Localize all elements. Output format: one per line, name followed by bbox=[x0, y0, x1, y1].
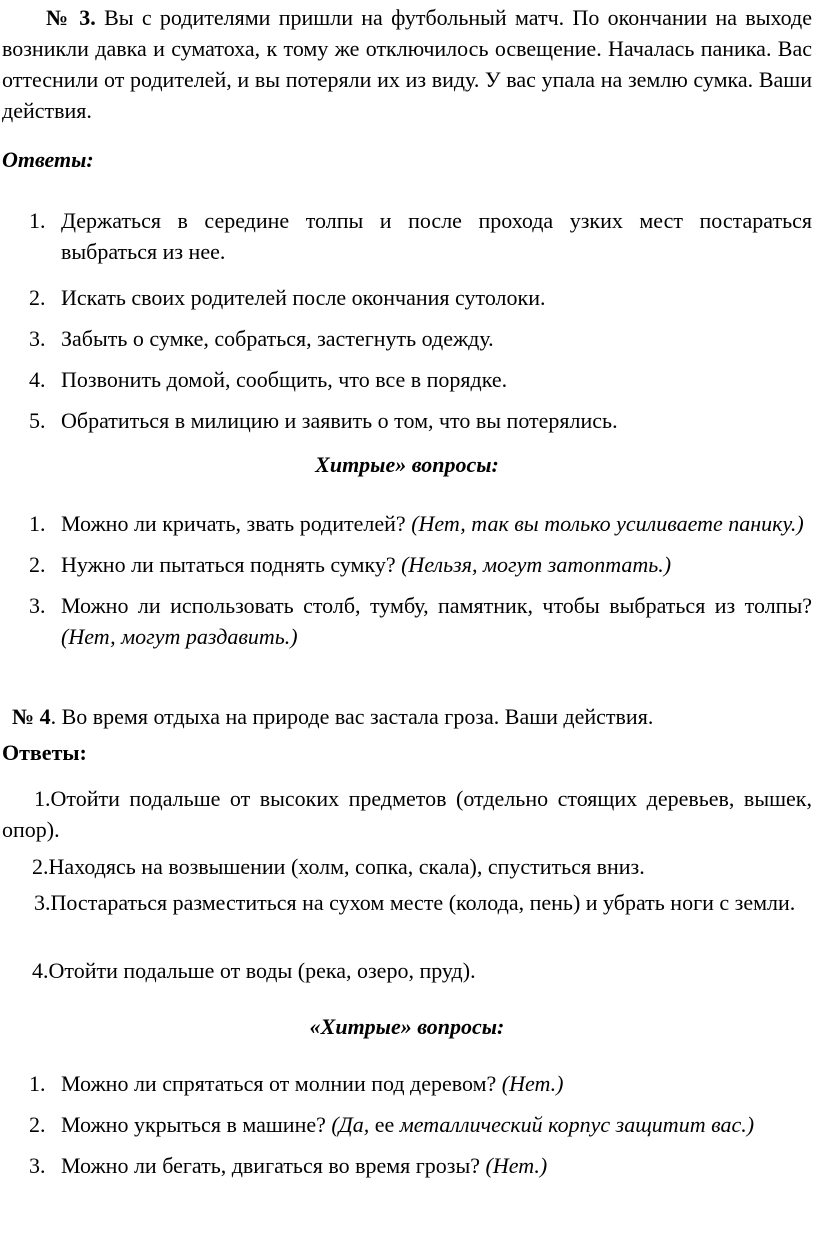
task4-paragraph bbox=[2, 701, 812, 732]
list-item: 3. Можно ли бегать, двигаться во время грозы? (Нет.) bbox=[29, 1153, 548, 1178]
task4-answer-2: 2.Находясь на возвышении (холм, сопка, скала), спуститься вниз. bbox=[32, 854, 645, 879]
task4-tricky-heading: «Хитрые» вопросы: bbox=[309, 1014, 505, 1039]
task4-answer-3: 3.Постараться разместиться на сухом месте (колода, пень) и убрать ноги с земли. bbox=[34, 890, 796, 915]
task4-tricky-list bbox=[2, 1068, 812, 1181]
task3-text: Вы с родителями пришли на футбольный матч. По окончании на выходе возникли давка и суматоха, к тому же отключилось освещение. Началась паника. Вас оттеснили от родителей, и вы потеряли их из виду. У вас упала на землю сумка. Ваши действия. bbox=[2, 5, 813, 123]
task3-paragraph bbox=[2, 2, 812, 126]
list-item: 2. Можно укрыться в машине? (Да, ее металлический корпус защитит вас.) bbox=[29, 1112, 755, 1137]
list-item: 5. Обратиться в милицию и заявить о том, что вы потерялись. bbox=[29, 408, 618, 433]
task4-answer-4: 4.Отойти подальше от воды (река, озеро, пруд). bbox=[32, 958, 476, 983]
task4-text: . Во время отдыха на природе вас застала гроза. Ваши действия. bbox=[50, 704, 654, 729]
list-item: 3. Можно ли использовать столб, тумбу, памятник, чтобы выбраться из толпы? (Нет, могут раздавить.) bbox=[29, 593, 812, 649]
task3-answers-heading: Ответы: bbox=[2, 147, 94, 172]
list-item: 3. Забыть о сумке, собраться, застегнуть одежду. bbox=[29, 326, 494, 351]
task4-answer-1: 1.Отойти подальше от высоких предметов (отдельно стоящих деревьев, вышек, опор). bbox=[2, 786, 812, 842]
task3-tricky-list bbox=[2, 508, 812, 652]
list-item: 1. Можно ли кричать, звать родителей? (Нет, так вы только усиливаете панику.) bbox=[29, 511, 804, 536]
task3-number: № 3. bbox=[46, 5, 96, 30]
list-item: 4. Позвонить домой, сообщить, что все в порядке. bbox=[29, 367, 508, 392]
task3-tricky-heading: Хитрые» вопросы: bbox=[315, 452, 499, 477]
list-item: 1. Держаться в середине толпы и после прохода узких мест постараться выбраться из нее. bbox=[29, 208, 812, 264]
list-item: 1. Можно ли спрятаться от молнии под деревом? (Нет.) bbox=[29, 1071, 564, 1096]
list-item: 2. Искать своих родителей после окончания сутолоки. bbox=[29, 285, 546, 310]
task4-answers-heading: Ответы: bbox=[2, 740, 87, 765]
task3-answers-list bbox=[2, 205, 812, 436]
list-item: 2. Нужно ли пытаться поднять сумку? (Нельзя, могут затоптать.) bbox=[29, 552, 672, 577]
task4-number: № 4 bbox=[12, 704, 51, 729]
